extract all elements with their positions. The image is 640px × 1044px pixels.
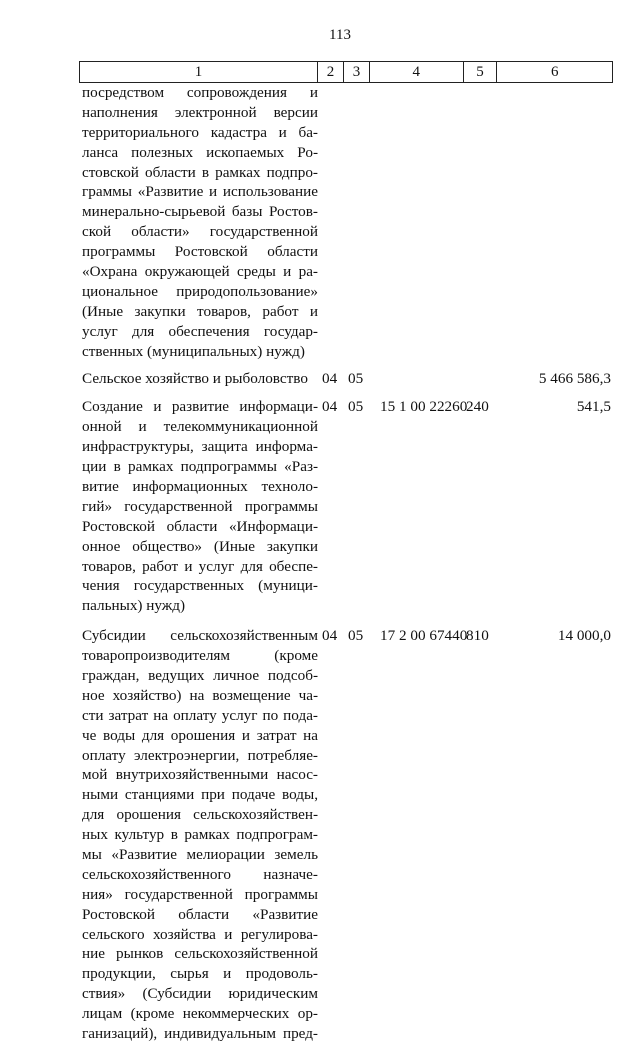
description-line: ственных (муниципальных) нужд) [82,342,305,360]
description-line: циональное природопользование» [82,282,318,300]
description-line: ное хозяйство) на возмещение ча- [82,686,318,704]
description-line: витие информационных техноло- [82,477,318,495]
row-subsection-code [344,83,370,361]
row-section-code: 04 [322,398,338,416]
description-line: минерально-сырьевой базы Ростов- [82,203,318,221]
column-header-3: 3 [344,62,370,82]
budget-table [79,61,613,1044]
table-row [79,83,613,361]
description-line: онное общество» (Иные закупки [82,537,318,555]
description-line: Субсидии сельскохозяйственным [82,627,318,645]
row-section-code [318,83,344,361]
description-line: ской области» государственной [82,223,318,241]
description-line: «Охрана окружающей среды и ра- [82,263,318,281]
row-subsection-code: 05 [348,627,364,645]
description-line: ния» государственной программы [82,885,318,903]
row-target-article-code: 17 2 00 67440 [380,627,468,645]
description-line: чения государственных (муници- [82,577,318,595]
description-line: Сельское хозяйство и рыболовство [82,370,308,388]
description-line: ными станциями при подаче воды, [82,786,318,804]
row-description [79,83,318,361]
column-header-4: 4 [370,62,464,82]
row-description [79,397,318,616]
description-line: мы «Развитие мелиорации земель [82,845,318,863]
description-line: для орошения сельскохозяйствен- [82,806,318,824]
description-line: Ростовской области «Информаци- [82,517,318,535]
row-amount [498,83,613,361]
row-amount: 541,5 [576,398,611,416]
description-line: сти затрат на оплату услуг по пода- [82,706,318,724]
row-target-article-code [370,369,464,389]
row-expense-type-code: 810 [466,627,489,645]
row-amount: 5 466 586,3 [538,370,611,388]
description-line: товаров, работ и услуг для обеспе- [82,557,318,575]
description-line: инфраструктуры, защита информа- [82,438,318,456]
description-line: пальных) нужд) [82,597,186,615]
description-line: ных культур в рамках подпрограм- [82,826,318,844]
description-line: граммы «Развитие и использование [82,183,318,201]
row-section-code: 04 [322,627,338,645]
description-line: ции в рамках подпрограммы «Раз- [82,458,318,476]
description-line: (Иные закупки товаров, работ и [82,302,318,320]
row-subsection-code: 05 [348,370,364,388]
description-line: ганизаций), индивидуальным пред- [82,1024,318,1042]
description-line: гий» государственной программы [82,497,318,515]
row-expense-type-code [464,369,498,389]
description-line: сельскохозяйственного назначе- [82,865,318,883]
column-header-2: 2 [318,62,344,82]
row-expense-type-code: 240 [466,398,489,416]
description-line: че воды для орошения и затрат на [82,726,318,744]
row-description [79,369,318,389]
description-line: ние рынков сельскохозяйственной [82,945,318,963]
description-line: программы Ростовской области [82,243,318,261]
page-number: 113 [329,27,351,43]
row-subsection-code: 05 [348,398,364,416]
description-line: стовской области в рамках подпро- [82,163,318,181]
table-body [79,83,613,1044]
description-line: посредством сопровождения и [82,84,318,101]
row-amount: 14 000,0 [557,627,611,645]
description-line: ланса полезных ископаемых Ро- [82,143,318,161]
description-line: Создание и развитие информаци- [82,398,318,416]
description-line: сельского хозяйства и регулирова- [82,925,318,943]
description-line: Ростовской области «Развитие [82,905,318,923]
description-line: онной и телекоммуникационной [82,418,318,436]
column-header-5: 5 [464,62,498,82]
row-target-article-code [370,83,464,361]
table-row [79,369,613,389]
description-line: оплату электроэнергии, потребляе- [82,746,318,764]
row-description [79,626,318,1044]
description-line: продукции, сырья и продоволь- [82,965,318,983]
table-row [79,397,613,616]
table-row [79,626,613,1044]
row-section-code: 04 [322,370,338,388]
table-header-row [79,61,613,83]
description-line: товаропроизводителям (кроме [82,647,318,665]
row-expense-type-code [464,83,498,361]
row-target-article-code: 15 1 00 22260 [380,398,468,416]
description-line: ствия» (Субсидии юридическим [82,985,318,1003]
description-line: граждан, ведущих личное подсоб- [82,666,318,684]
column-header-1: 1 [80,62,318,82]
description-line: мой внутрихозяйственными насос- [82,766,318,784]
description-line: наполнения электронной версии [82,103,318,121]
column-header-6: 6 [550,63,559,80]
description-line: территориального кадастра и ба- [82,123,318,141]
description-line: лицам (кроме некоммерческих ор- [82,1005,318,1023]
description-line: услуг для обеспечения государ- [82,322,318,340]
